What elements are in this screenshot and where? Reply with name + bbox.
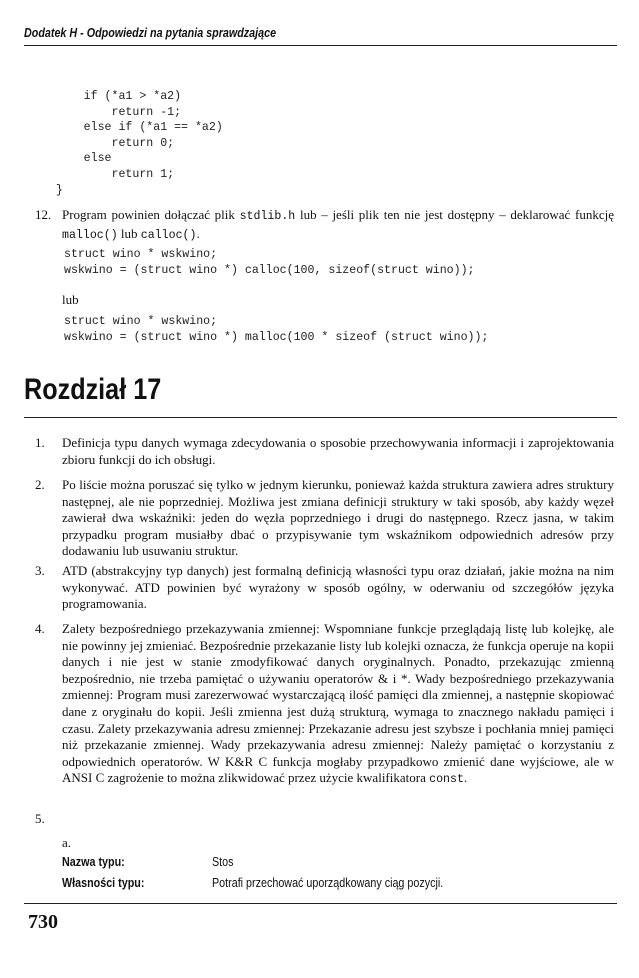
item-12-text-b: lub – jeśli plik ten nie jest dostępny – deklarować funkcję [295,207,614,222]
item-12-text [62,207,614,244]
calloc-func: calloc() [140,228,197,242]
type-properties-label: Własności typu: [62,876,145,890]
item-1-text: Definicja typu danych wymaga zdecydowania o sposobie przechowywania informacji i zaprojektowania zbioru funkcji do ich obsługi. [62,435,614,467]
item-12-text-c: lub [117,225,141,241]
item-12-number: 12. [35,207,52,222]
item-4-body: Zalety bezpośredniego przekazywania zmiennej: Wspomniane funkcje przeglądają listę lub kolejkę, ale nie powinny jej zmieniać. Bezpośrednie przekazanie listy lub kolejki oznacza, że funkcja operuje na kopii danych i nie jest w stanie zmodyfikować danych oryginalnych. Ponadto, przekazując zmienną bezpośrednio, nie trzeba pamiętać o używaniu operatorów & i *. Wady bezpośredniego przekazywania zmiennej: Program musi zarezerwować wystarczającą ilość pamięci dla zmiennej, a następnie skopiować dane z oryginału do kopii. Jeśli zmienna jest dużą strukturą, wymaga to znacznego nakładu pamięci i czasu. Zalety przekazywania adresu zmiennej: Przekazanie adresu jest szybsze i pochłania mniej pamięci niż przekazanie zmiennej. Wady przekazywania adresu zmiennej: Należy pamiętać o korzystaniu z odpowiednich operatorów. W K&R C funkcja mogłaby przypadkowo zmienić dane wyjściowe, ale w ANSI C zagrożenie to można zlikwidować przez użycie kwalifikatora [62,621,614,786]
header-rule [24,45,617,46]
item-1-number: 1. [35,435,45,450]
item-5-sub-a: a. [62,835,72,850]
item-3-number: 3. [35,563,45,578]
type-name-value: Stos [212,855,234,869]
item-5-number: 5. [35,811,45,826]
item-4-number: 4. [35,621,45,636]
stdlib-filename: stdlib.h [239,210,296,223]
footer-rule [24,903,617,904]
item-12-text-d: . [196,225,200,241]
or-word: lub [62,292,79,307]
item-12-text-a: Program powinien dołączać plik [62,207,240,222]
code-block-calloc: struct wino * wskwino; wskwino = (struct wino *) calloc(100, sizeof(struct wino)); [64,248,475,277]
item-2-text: Po liście można poruszać się tylko w jednym kierunku, ponieważ każda struktura zawiera adres struktury następnej, ale nie poprzedniej. Możliwa jest zmiana definicji struktury w taki sposób, aby każdy węzeł zawierał dwa wskaźniki: jeden do węzła poprzedniego i drugi do następnego. Rzecz jasna, w takim przypadku program musiałby dbać o przypisywanie tym wskaźnikom odpowiednich adresów przy dodawaniu lub usuwaniu struktur. [62,477,614,559]
malloc-func: malloc() [62,228,118,242]
item-3-text: ATD (abstrakcyjny typ danych) jest formalną definicją własności typu oraz działań, jakie można na nim wykonywać. ATD powinien być wyrażony w sposób ogólny, w oderwaniu od szczegółów języka programowania. [62,563,614,612]
code-block-malloc: struct wino * wskwino; wskwino = (struct wino *) malloc(100 * sizeof (struct wino)); [64,315,489,344]
chapter-rule [24,417,617,418]
page-number: 730 [28,911,58,933]
type-name-label: Nazwa typu: [62,855,125,869]
const-keyword: const [429,773,464,787]
item-4-text [62,621,614,789]
code-block-top: if (*a1 > *a2) return -1; else if (*a1 == *a2) return 0; else return 1; } [55,90,223,197]
chapter-title: Rozdział 17 [24,373,162,406]
item-4-end: . [463,770,468,786]
item-2-number: 2. [35,477,45,492]
type-properties-value: Potrafi przechować uporządkowany ciąg pozycji. [212,876,444,890]
running-header: Dodatek H - Odpowiedzi na pytania sprawdzające [24,26,277,40]
